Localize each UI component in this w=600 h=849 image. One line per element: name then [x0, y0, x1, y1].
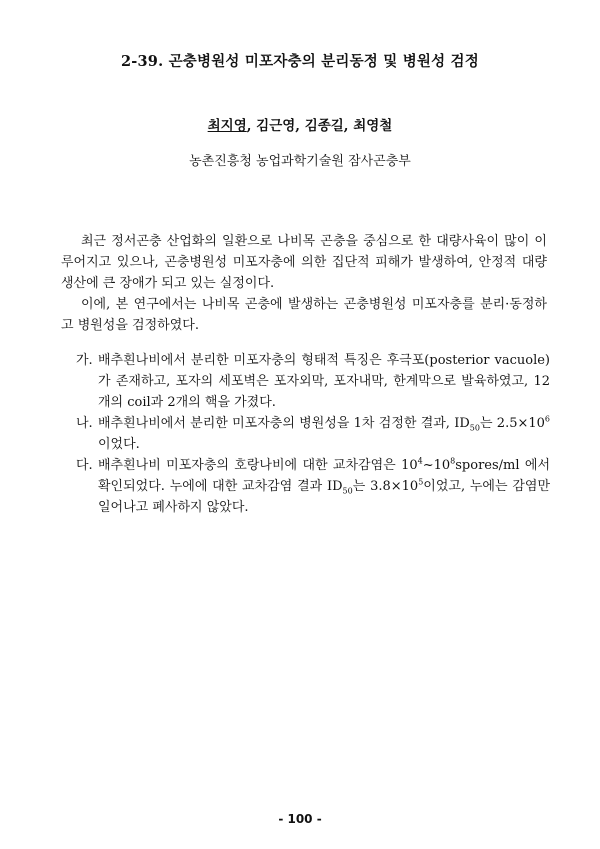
result-text: ~10 [422, 458, 451, 473]
superscript: 8 [450, 456, 456, 466]
result-text: spores/ml 에서 확인되었다. 누에에 대한 교차감염 결과 ID [98, 458, 551, 494]
result-item-ga [76, 350, 550, 413]
abstract-paragraph-2: 이에, 본 연구에서는 나비목 곤충에 발생하는 곤충병원성 미포자충를 분리·동정하고 병원성을 검정하였다. [61, 297, 547, 333]
result-text: 이었다. [98, 437, 140, 452]
result-marker: 가. [76, 353, 93, 368]
result-text: 이었고, 누에는 감염만 일어나고 폐사하지 않았다. [98, 479, 551, 515]
abstract-paragraph-1: 최근 정서곤충 산업화의 일환으로 나비목 곤충을 중심으로 한 대량사육이 많이 이루어지고 있으나, 곤충병원성 미포자충에 의한 집단적 피해가 발생하여, 안정적 대량 생산에 큰 장애가 되고 있는 실정이다. [61, 234, 547, 291]
superscript: 6 [544, 414, 550, 424]
abstract-body [61, 231, 547, 336]
superscript: 5 [418, 477, 424, 487]
result-text: 는 2.5×10 [479, 416, 545, 431]
result-text: 배추흰나비에서 분리한 미포자충의 병원성을 1차 검정한 결과, ID [98, 416, 470, 431]
superscript: 4 [417, 456, 423, 466]
result-marker: 나. [76, 416, 93, 431]
co-authors: , 김근영, 김종길, 최영철 [246, 118, 393, 134]
page-number: - 100 - [278, 812, 322, 826]
result-item-da [76, 455, 550, 518]
author-list [0, 114, 600, 134]
subscript: 50 [469, 423, 480, 433]
result-item-na [76, 413, 550, 455]
subscript: 50 [342, 486, 353, 496]
result-text: 배추흰나비 미포자충의 호랑나비에 대한 교차감염은 10 [98, 458, 418, 473]
paper-title: 2-39. 곤충병원성 미포자충의 분리동정 및 병원성 검정 [121, 53, 479, 70]
result-marker: 다. [76, 458, 93, 473]
result-text: 배추흰나비에서 분리한 미포자충의 형태적 특징은 후극포(posterior vacuole)가 존재하고, 포자의 세포벽은 포자외막, 포자내막, 한계막으로 발육하였고, 12개의 coil과 2개의 핵을 가졌다. [98, 353, 550, 410]
result-text: 는 3.8×10 [352, 479, 419, 494]
result-list [76, 350, 550, 518]
presenting-author: 최지영 [207, 118, 247, 134]
affiliation: 농촌진흥청 농업과학기술원 잠사곤충부 [189, 154, 411, 169]
